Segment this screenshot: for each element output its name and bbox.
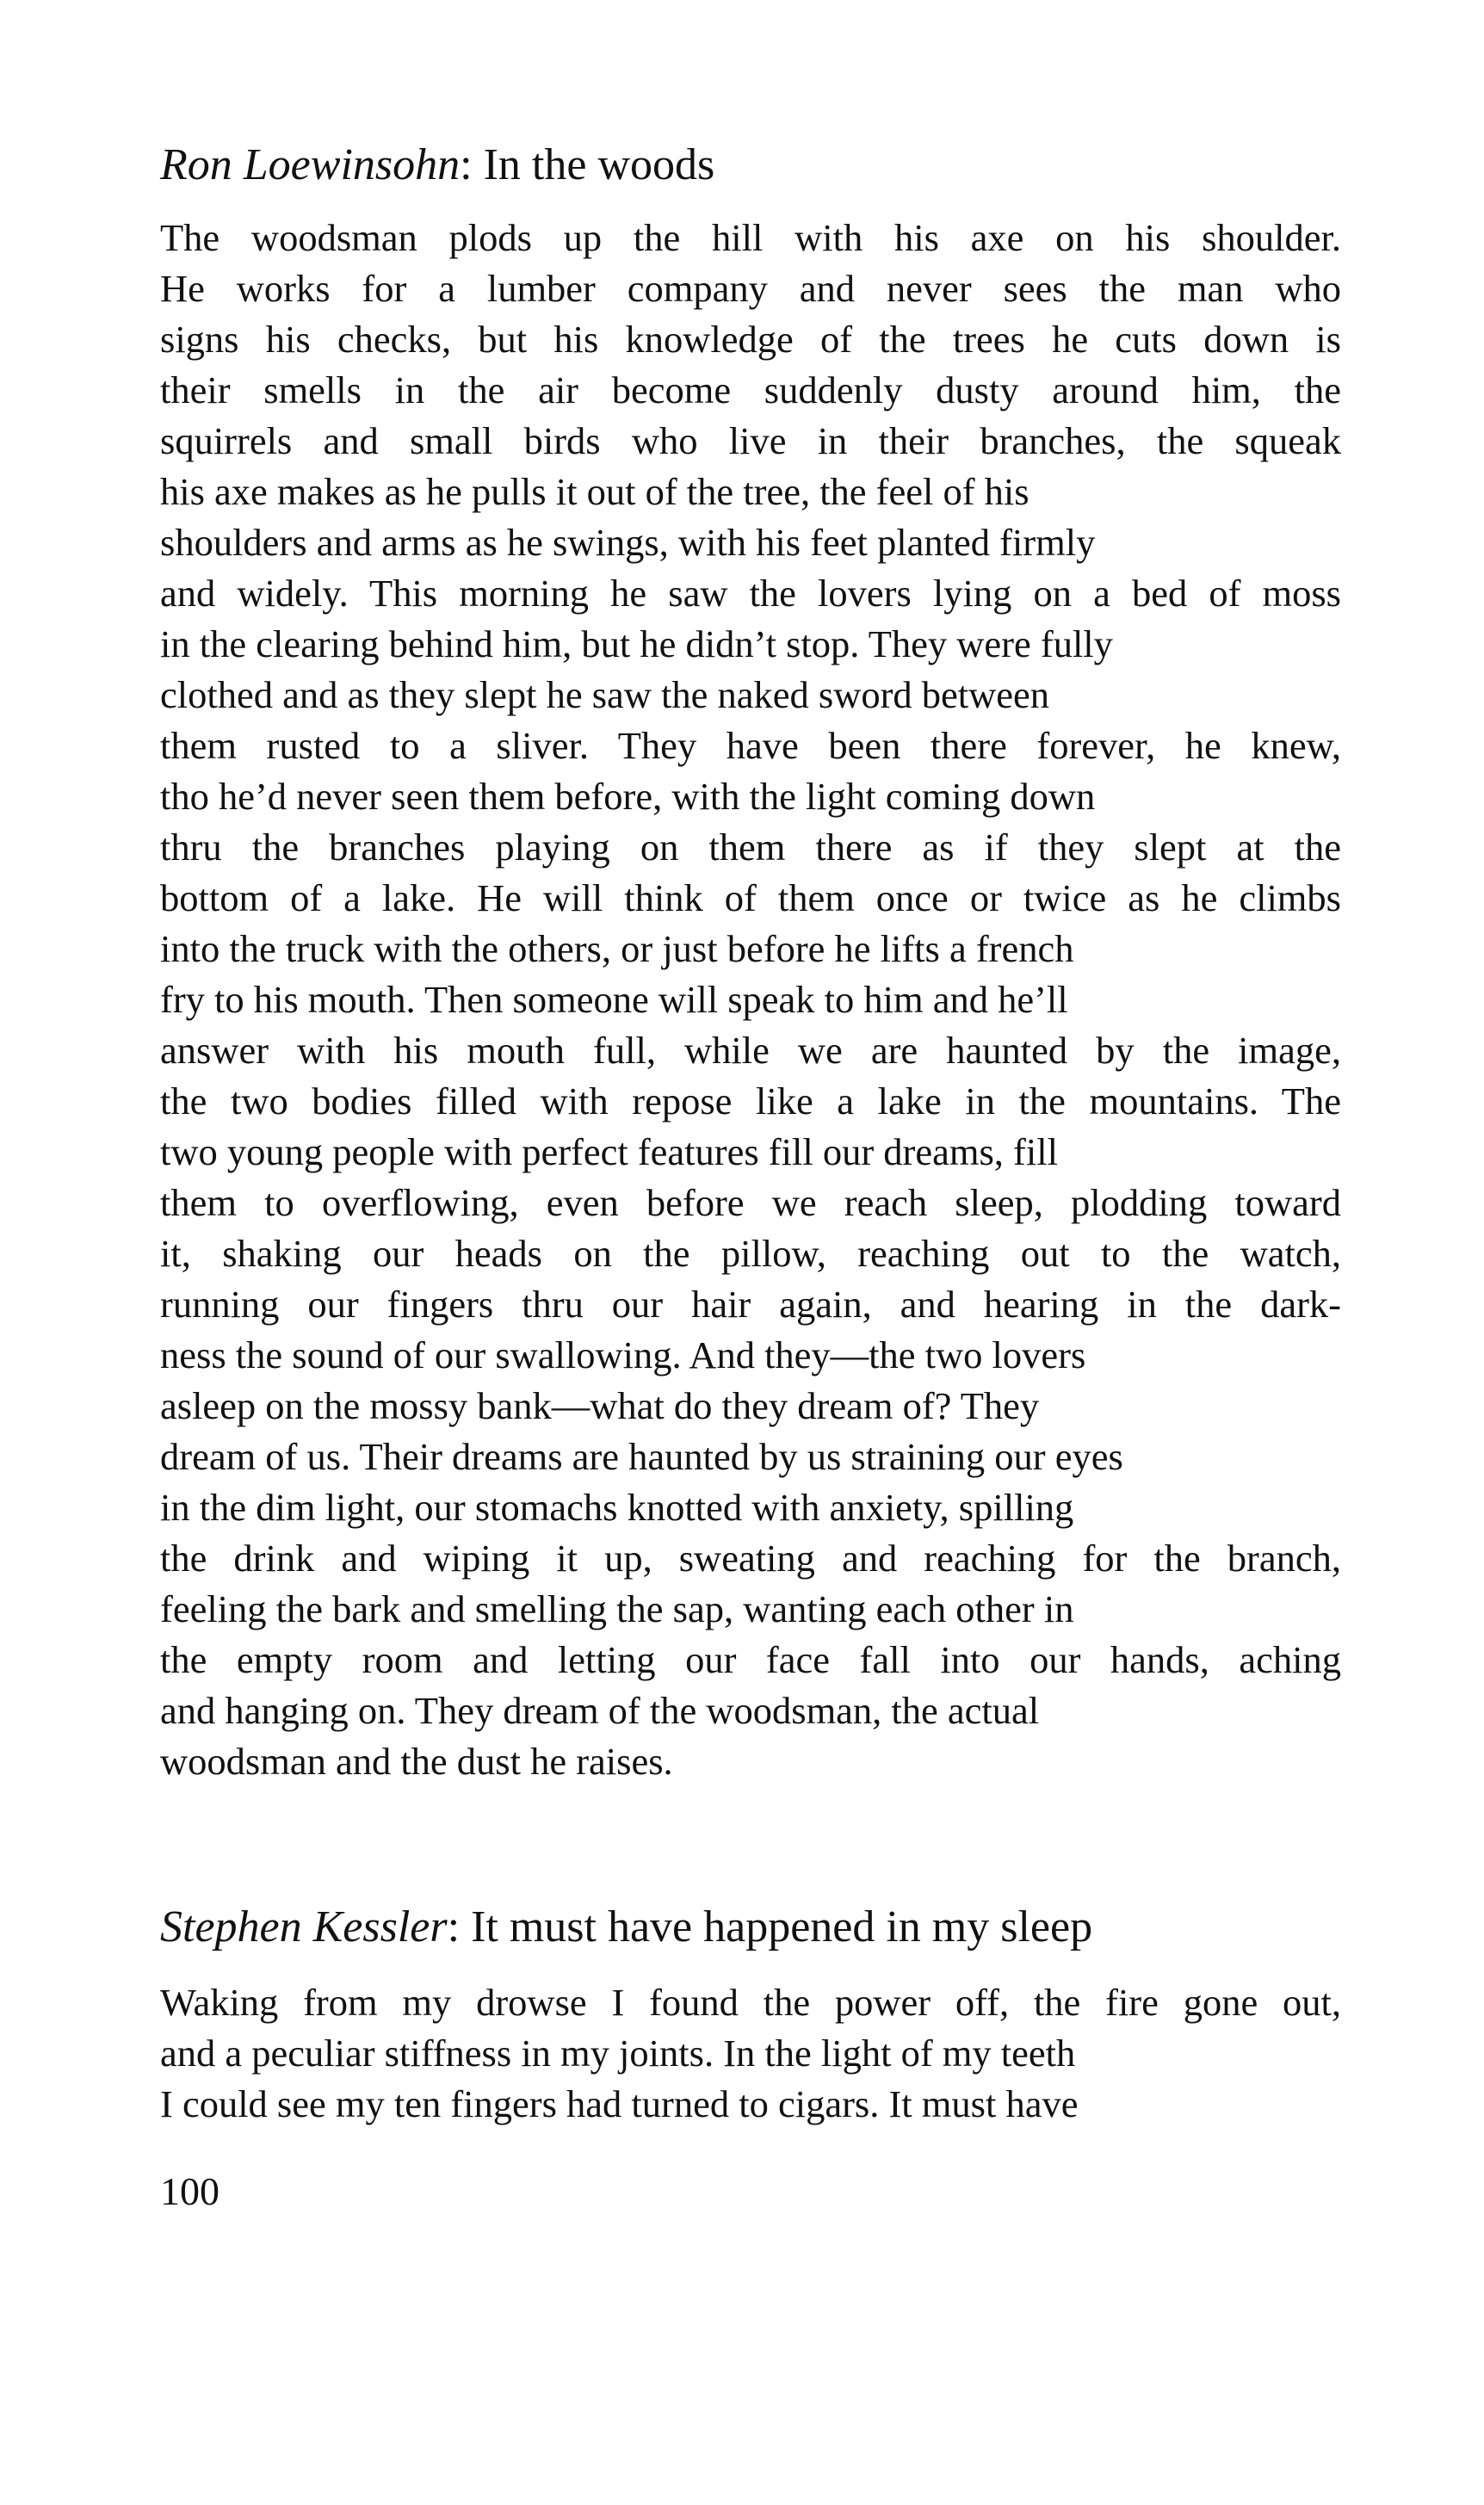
text-line: them rusted to a sliver. They have been there forever, he knew,: [160, 724, 1341, 767]
text-line: his axe makes as he pulls it out of the tree, the feel of his: [160, 470, 1030, 513]
poem-heading-1: [160, 139, 714, 191]
text-line: ness the sound of our swallowing. And they—the two lovers: [160, 1333, 1086, 1376]
page-number: 100: [160, 2169, 220, 2213]
text-line: feeling the bark and smelling the sap, wanting each other in: [160, 1587, 1074, 1630]
text-line: shoulders and arms as he swings, with his feet planted firmly: [160, 521, 1096, 564]
poem-body-1: [160, 213, 1341, 1787]
poem-title: In the woods: [472, 140, 715, 189]
poem-heading-2: [160, 1902, 1092, 1953]
text-line: dream of us. Their dreams are haunted by us straining our eyes: [160, 1435, 1123, 1478]
poem-author: Stephen Kessler: [160, 1902, 448, 1951]
text-line: squirrels and small birds who live in their branches, the squeak: [160, 419, 1341, 462]
text-line: into the truck with the others, or just before he lifts a french: [160, 927, 1074, 970]
heading-separator: :: [460, 140, 473, 189]
text-line: them to overflowing, even before we reach sleep, plodding toward: [160, 1181, 1341, 1224]
text-line: I could see my ten fingers had turned to cigars. It must have: [160, 2082, 1079, 2125]
poem-title: It must have happened in my sleep: [460, 1902, 1093, 1951]
text-line: their smells in the air become suddenly dusty around him, the: [160, 368, 1341, 411]
text-line: it, shaking our heads on the pillow, reaching out to the watch,: [160, 1232, 1341, 1275]
text-line: in the clearing behind him, but he didn’t stop. They were fully: [160, 622, 1113, 665]
text-line: answer with his mouth full, while we are haunted by the image,: [160, 1029, 1341, 1072]
text-line: two young people with perfect features fill our dreams, fill: [160, 1130, 1058, 1173]
text-line: Waking from my drowse I found the power off, the fire gone out,: [160, 1981, 1341, 2024]
text-line: and hanging on. They dream of the woodsman, the actual: [160, 1689, 1040, 1732]
text-line: running our fingers thru our hair again, and hearing in the dark-: [160, 1283, 1341, 1326]
text-line: in the dim light, our stomachs knotted with anxiety, spilling: [160, 1486, 1074, 1529]
heading-separator: :: [447, 1902, 461, 1951]
text-line: The woodsman plods up the hill with his axe on his shoulder.: [160, 216, 1341, 259]
text-line: asleep on the mossy bank—what do they dream of? They: [160, 1384, 1040, 1427]
text-line: clothed and as they slept he saw the naked sword between: [160, 673, 1050, 716]
text-line: He works for a lumber company and never sees the man who: [160, 267, 1341, 310]
text-line: tho he’d never seen them before, with the light coming down: [160, 775, 1096, 818]
text-line: woodsman and the dust he raises.: [160, 1740, 673, 1783]
text-line: and a peculiar stiffness in my joints. In the light of my teeth: [160, 2032, 1076, 2075]
text-line: the drink and wiping it up, sweating and reaching for the branch,: [160, 1537, 1341, 1580]
text-line: and widely. This morning he saw the lovers lying on a bed of moss: [160, 572, 1341, 615]
text-line: fry to his mouth. Then someone will speak to him and he’ll: [160, 978, 1068, 1021]
poem-author: Ron Loewinsohn: [160, 140, 461, 189]
text-line: thru the branches playing on them there as if they slept at the: [160, 826, 1341, 869]
text-line: the empty room and letting our face fall into our hands, aching: [160, 1638, 1341, 1681]
text-line: signs his checks, but his knowledge of the trees he cuts down is: [160, 318, 1341, 361]
poem-body-2: [160, 1977, 1341, 2130]
text-line: bottom of a lake. He will think of them once or twice as he climbs: [160, 876, 1341, 919]
text-line: the two bodies filled with repose like a lake in the mountains. The: [160, 1079, 1341, 1123]
